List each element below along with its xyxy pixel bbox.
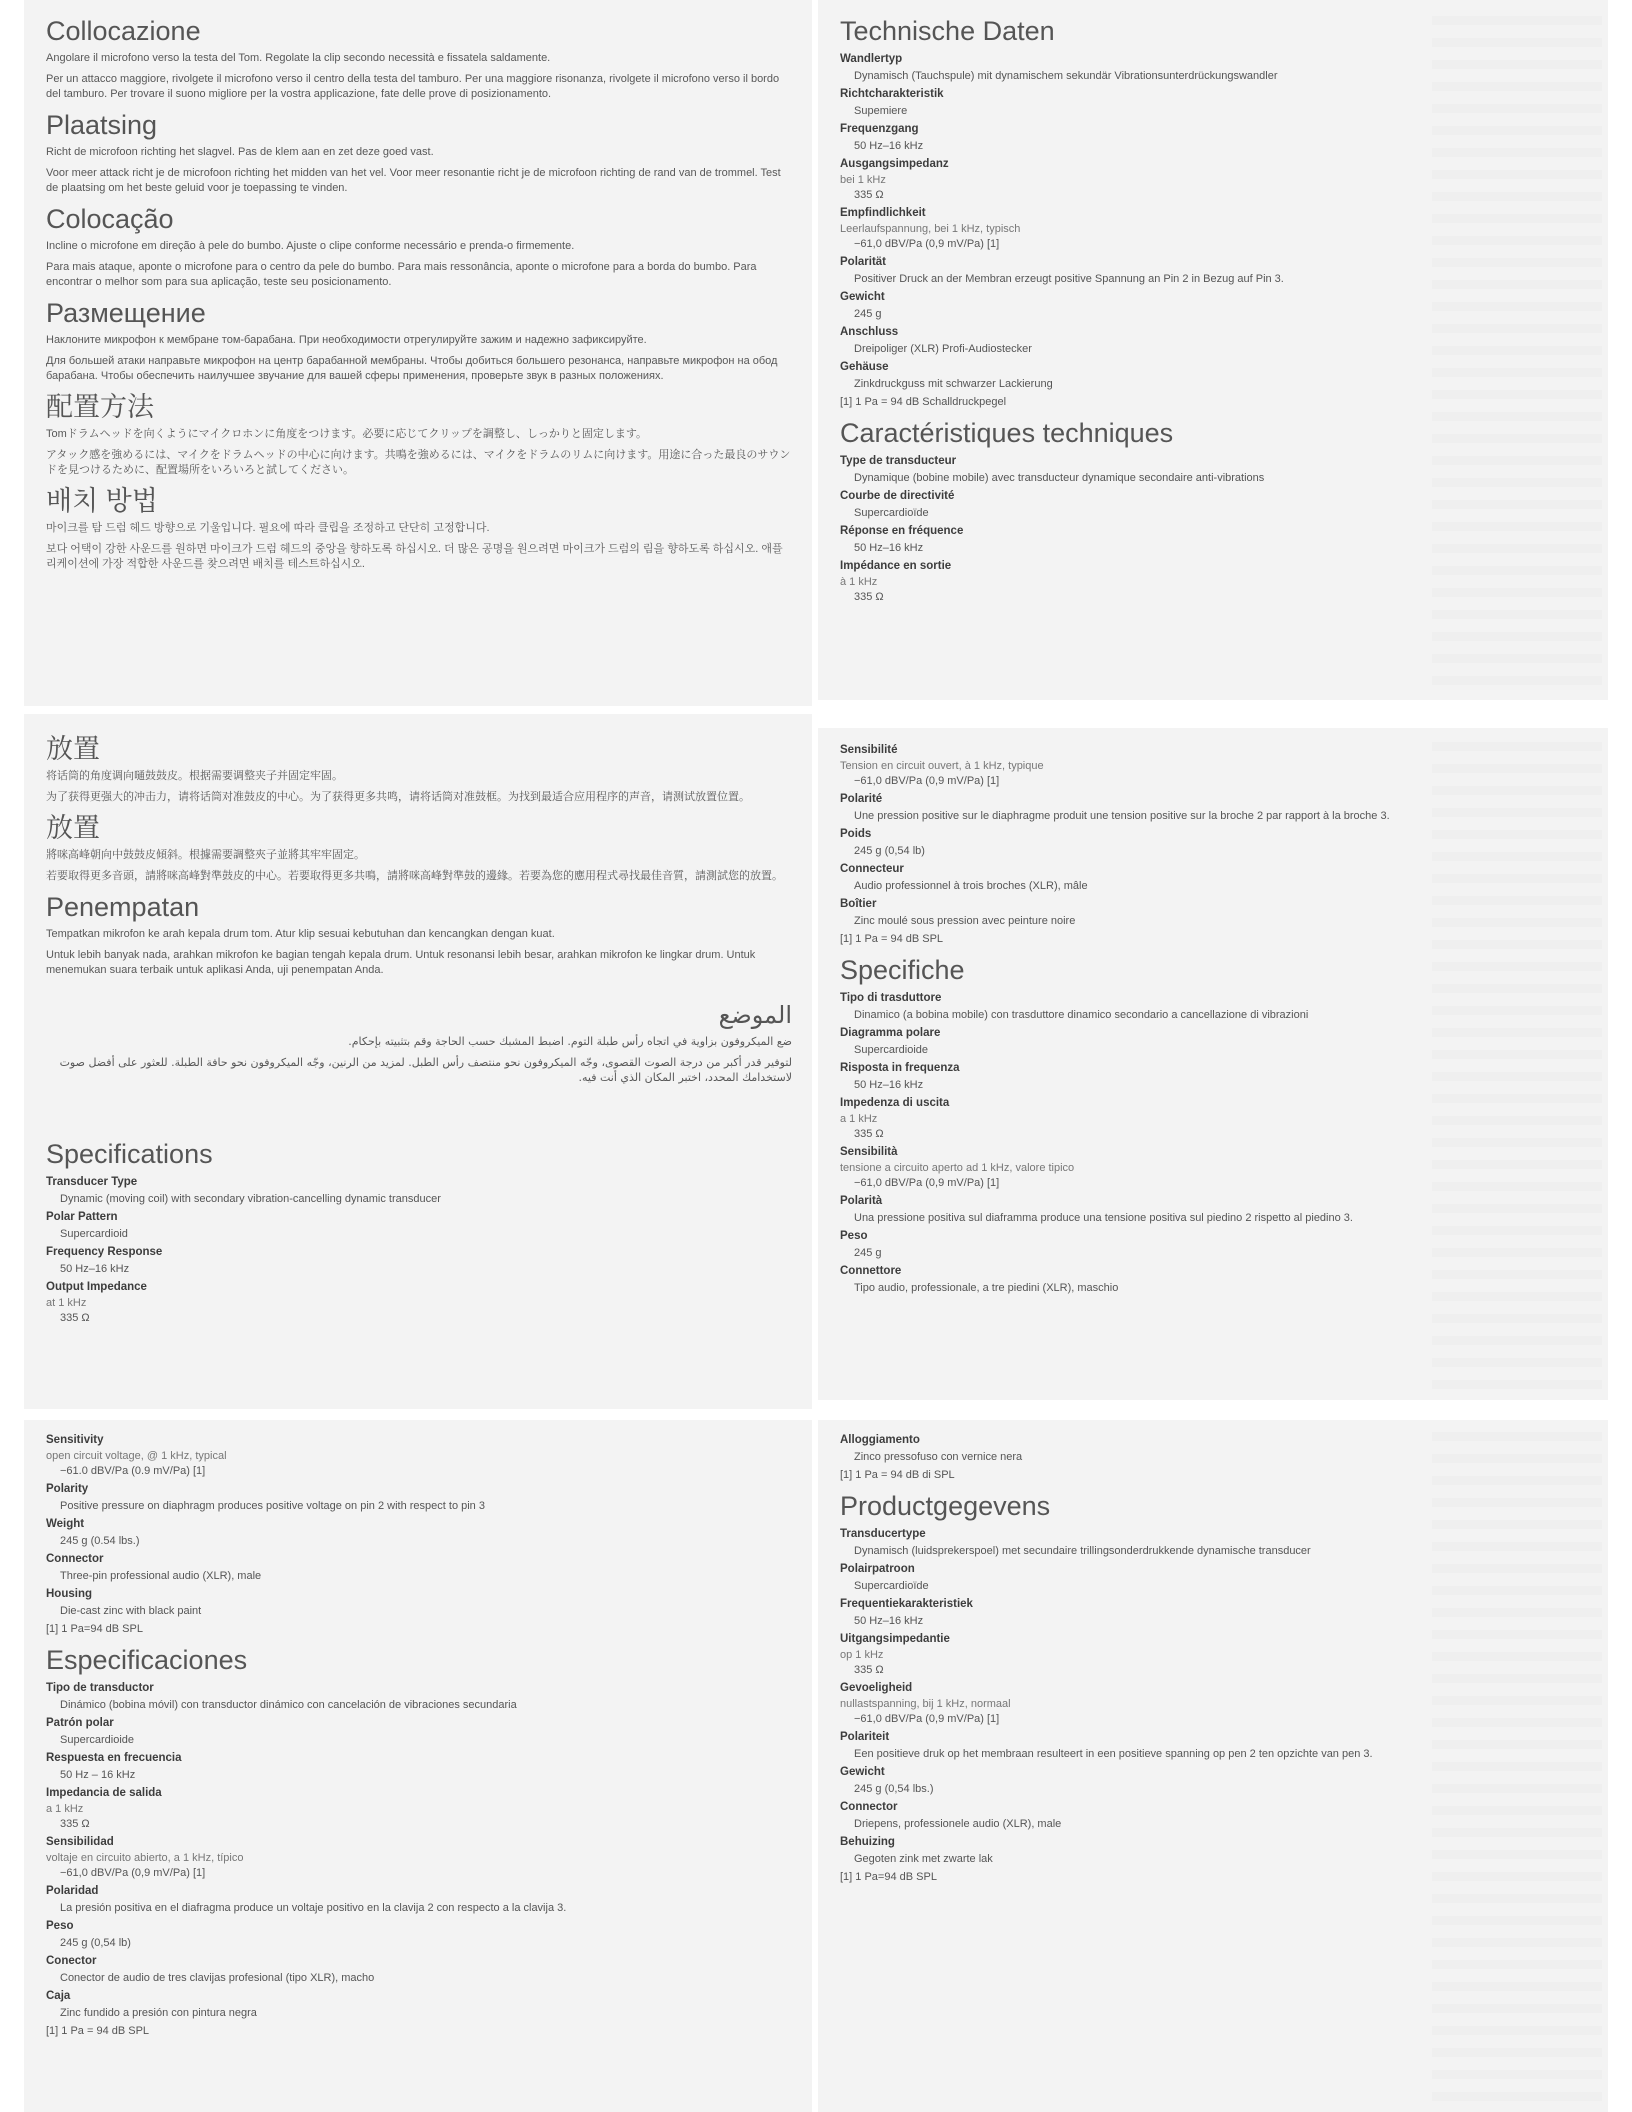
bleed-through [1432,16,1602,696]
spec-label: Anschluss [840,326,899,339]
spec-de-heading: Technische Daten [840,16,1055,46]
spec-label: Tipo de transductor [46,1682,154,1695]
spec-label: Conector [46,1955,97,1968]
spec-value: 335 Ω [854,591,884,604]
spec-label: Impedancia de salida [46,1787,162,1800]
panel-placement-1 [24,0,812,706]
panel-spec-de-fr [818,0,1608,700]
spec-label: Connector [46,1553,104,1565]
spec-label: Polar Pattern [46,1210,118,1223]
spec-value: 50 Hz–16 kHz [854,542,924,555]
section-paragraph: 마이크를 탐 드럼 헤드 방향으로 기울입니다. 필요에 따라 클립을 조정하고 단단히 고정합니다. [46,522,490,535]
spec-value: 335 Ω [854,189,884,202]
spec-label: Output Impedance [46,1280,147,1293]
spec-value: 335 Ω [60,1818,90,1831]
spec-value: 245 g (0,54 lb) [60,1937,131,1950]
section-paragraph: Untuk lebih banyak nada, arahkan mikrofon ke bagian tengah kepala drum. Untuk resonansi lebih besar, arahkan mikrofon ke lingkar drum. Untuk menemukan suara terbaik untuk aplikasi Anda, uji penempatan Anda. [46,949,756,977]
spec-label: Peso [840,1230,868,1243]
spec-label: Housing [46,1588,92,1600]
spec-condition: tensione a circuito aperto ad 1 kHz, valore tipico [840,1162,1075,1175]
spec-value: Zinkdruckguss mit schwarzer Lackierung [854,378,1053,391]
spec-label: Sensibilité [840,744,898,756]
section-paragraph: لتوفير قدر أكبر من درجة الصوت القصوى، وجّه الميكروفون نحو منتصف رأس الطبل. لمزيد من الرنين، وجّه الميكروفون نحو حافة الطبلة. للعثور على أفضل صوت لاستخدامك المحدد، اختبر المكان الذي أنت فيه. [59,1055,792,1084]
spec-value: 245 g [854,1247,882,1260]
section-paragraph: Наклоните микрофон к мембране том-барабана. При необходимости отрегулируйте зажим и надежно зафиксируйте. [46,334,647,347]
spec-value: −61,0 dBV/Pa (0,9 mV/Pa) [1] [854,1713,1000,1726]
section-paragraph: Tempatkan mikrofon ke arah kepala drum tom. Atur klip sesuai kebutuhan dan kencangkan dengan kuat. [46,928,555,941]
spec-label: Peso [46,1920,74,1933]
spec-label: Risposta in frequenza [840,1062,960,1075]
section-heading: Размещение [46,298,206,329]
spec-value: Supemiere [854,105,908,118]
spec-label: Weight [46,1518,85,1530]
spec-label: Polairpatroon [840,1563,915,1576]
spec-label: Polarität [840,256,887,269]
spec-value: Three-pin professional audio (XLR), male [60,1570,262,1582]
spec-value: Une pression positive sur le diaphragme produit une tension positive sur la broche 2 par rapport à la broche 3. [854,810,1390,822]
section-paragraph: アタック感を強めるには、マイクをドラムヘッドの中心に向けます。共鳴を強めるには、マイクをドラムのリムに向けます。用途に合った最良のサウンドを見つけるために、配置場所をいろいろと試してください。 [46,449,791,477]
spec-value: Supercardioïde [854,507,929,520]
spec-de-footnote: [1] 1 Pa = 94 dB Schalldruckpegel [840,396,1007,409]
section-paragraph: Richt de microfoon richting het slagvel. Pas de klem aan en zet deze goed vast. [46,146,434,159]
spec-label: Caja [46,1990,71,2003]
spec-value: −61,0 dBV/Pa (0,9 mV/Pa) [1] [60,1867,206,1880]
spec-value: Supercardioid [60,1227,128,1240]
spec-fr-footnote: [1] 1 Pa = 94 dB SPL [840,933,944,945]
section-paragraph: Incline o microfone em direção à pele do bumbo. Ajuste o clipe conforme necessário e prenda-o firmemente. [46,240,575,253]
spec-label: Empfindlichkeit [840,207,926,220]
spec-value: 50 Hz–16 kHz [60,1262,130,1275]
spec-value: −61.0 dBV/Pa (0.9 mV/Pa) [1] [60,1465,206,1477]
spec-label: Gewicht [840,1766,885,1779]
section-paragraph: 보다 어택이 강한 사운드를 원하면 마이크가 드럼 헤드의 중앙을 향하도록 하십시오. 더 많은 공명을 원으려면 마이크가 드럼의 림을 향하도록 하십시오. 애플리케이션에 가장 적합한 사운드를 찾으려면 배치를 테스트하십시오. [46,543,783,571]
spec-value: 245 g (0,54 lbs.) [854,1783,934,1796]
spec-label: Frequentiekarakteristiek [840,1598,973,1611]
spec-label: Behuizing [840,1836,895,1849]
spec-value: Una pressione positiva sul diaframma produce una tensione positiva sul piedino 2 rispetto al piedino 3. [854,1212,1353,1225]
section-paragraph: Voor meer attack richt je de microfoon richting het midden van het vel. Voor meer resonantie richt je de microfoon richting de rand van de trommel. Test de plaatsing om het beste geluid voor je toepassing te vinden. [46,167,781,195]
spec-condition: Tension en circuit ouvert, à 1 kHz, typique [840,760,1044,772]
spec-it-heading: Specifiche [840,955,965,985]
spec-value: Positive pressure on diaphragm produces positive voltage on pin 2 with respect to pin 3 [60,1500,485,1512]
section-heading: Penempatan [46,892,200,923]
spec-label: Sensibilidad [46,1836,114,1849]
panel-spec-it-nl [818,1420,1608,2112]
spec-label: Impedenza di uscita [840,1097,950,1110]
spec-en-items-2 [46,1432,792,1619]
spec-label: Patrón polar [46,1717,114,1730]
spec-value: 50 Hz–16 kHz [854,1615,924,1628]
spec-label: Polariteit [840,1731,890,1744]
spec-es-items [46,1680,792,2021]
spec-label: Connecteur [840,863,904,875]
panel-placement-2 [24,714,812,1409]
spec-value: 50 Hz – 16 kHz [60,1769,136,1782]
spec-it-footnote: [1] 1 Pa = 94 dB di SPL [840,1469,955,1481]
section-heading: Colocação [46,204,174,235]
section-paragraph: 若要取得更多音頭，請將咪高峰對準鼓皮的中心。若要取得更多共鳴，請將咪高峰對準鼓的邊緣。若要為您的應用程式尋找最佳音質，請測試您的放置。 [46,870,783,883]
placement-list [46,16,792,572]
spec-label: Tipo di trasduttore [840,992,942,1005]
spec-es-heading: Especificaciones [46,1645,248,1675]
spec-value: Dynamisch (luidsprekerspoel) met secundaire trillingsonderdrukkende dynamische transducer [854,1545,1311,1558]
spec-en-heading: Specifications [46,1138,213,1169]
spec-label: Réponse en fréquence [840,525,964,538]
spec-label: Connector [840,1801,898,1814]
spec-label: Uitgangsimpedantie [840,1633,950,1646]
spec-value: Dreipoliger (XLR) Profi-Audiostecker [854,343,1032,356]
spec-value: Supercardioide [854,1044,928,1057]
spec-fr-heading: Caractéristiques techniques [840,418,1174,449]
spec-label: Transducertype [840,1528,926,1541]
spec-condition: bei 1 kHz [840,174,886,187]
spec-condition: op 1 kHz [840,1649,884,1662]
spec-label: Polarité [840,793,883,805]
panel-spec-en-es [24,1420,812,2112]
spec-label: Alloggiamento [840,1434,920,1446]
spec-nl-footnote: [1] 1 Pa=94 dB SPL [840,1871,937,1884]
spec-condition: open circuit voltage, @ 1 kHz, typical [46,1450,227,1462]
spec-condition: nullastspanning, bij 1 kHz, normaal [840,1698,1011,1711]
spec-condition: a 1 kHz [46,1803,84,1816]
spec-value: Driepens, professionele audio (XLR), male [854,1818,1062,1831]
section-paragraph: Per un attacco maggiore, rivolgete il microfono verso il centro della testa del tamburo. Per una maggiore risonanza, rivolgete il microfono verso il bordo del tamburo. Per trovare il suono migliore per la vostra applicazione, fate delle prove di posizionamento. [46,73,780,101]
spec-label: Transducer Type [46,1175,138,1188]
section-paragraph: 將咪高峰朝向中鼓鼓皮傾斜。根據需要調整夾子並將其牢牢固定。 [46,849,365,862]
spec-label: Sensibilità [840,1146,898,1159]
spec-value: Dynamique (bobine mobile) avec transducteur dynamique secondaire anti-vibrations [854,472,1265,485]
spec-label: Courbe de directivité [840,490,955,503]
spec-value: −61,0 dBV/Pa (0,9 mV/Pa) [1] [854,1177,1000,1190]
spec-value: −61,0 dBV/Pa (0,9 mV/Pa) [1] [854,238,1000,251]
spec-label: Connettore [840,1265,902,1278]
section-paragraph: Tomドラムヘッドを向くようにマイクロホンに角度をつけます。必要に応じてクリップを調整し、しっかりと固定します。 [46,428,648,441]
spec-label: Type de transducteur [840,455,957,468]
bleed-through [1432,1432,1602,2112]
section-paragraph: ضع الميكروفون بزاوية في اتجاه رأس طبلة التوم. اضبط المشبك حسب الحاجة وقم بتثبيته بإحكام. [348,1034,792,1048]
spec-label: Frequency Response [46,1245,163,1258]
section-heading: 放置 [46,813,100,844]
spec-value: Zinc moulé sous pression avec peinture noire [854,915,1076,927]
section-heading: 配置方法 [46,392,154,423]
spec-en-footnote: [1] 1 Pa=94 dB SPL [46,1623,143,1635]
spec-condition: Leerlaufspannung, bei 1 kHz, typisch [840,223,1021,236]
spec-label: Diagramma polare [840,1027,941,1040]
spec-value: La presión positiva en el diafragma produce un voltaje positivo en la clavija 2 con respecto a la clavija 3. [60,1902,567,1915]
spec-value: Dynamisch (Tauchspule) mit dynamischem sekundär Vibrationsunterdrückungswandler [854,70,1278,83]
spec-value: Dinámico (bobina móvil) con transductor dinámico con cancelación de vibraciones secundaria [60,1699,517,1712]
section-heading: Plaatsing [46,110,158,141]
spec-label: Polarity [46,1483,89,1495]
section-heading: 배치 방법 [46,486,158,517]
spec-value: 335 Ω [60,1311,90,1324]
spec-value: Een positieve druk op het membraan resulteert in een positieve spanning op pen 2 ten opzichte van pen 3. [854,1748,1373,1761]
panel-spec-fr-it [818,728,1608,1400]
spec-label: Ausgangsimpedanz [840,158,949,171]
spec-value: Zinco pressofuso con vernice nera [854,1451,1023,1463]
section-heading: الموضع [718,1001,792,1030]
spec-label: Richtcharakteristik [840,88,944,101]
spec-value: 335 Ω [854,1128,884,1141]
placement2-list [46,734,792,1085]
spec-value: 50 Hz–16 kHz [854,1079,924,1092]
spec-value: Supercardioïde [854,1580,929,1593]
spec-label: Boîtier [840,898,877,910]
spec-label: Polarità [840,1195,883,1208]
spec-label: Respuesta en frecuencia [46,1752,182,1765]
spec-value: Supercardioide [60,1734,134,1747]
spec-value: Die-cast zinc with black paint [60,1605,202,1617]
spec-value: Gegoten zink met zwarte lak [854,1853,993,1866]
spec-value: 245 g (0,54 lb) [854,845,925,857]
spec-condition: à 1 kHz [840,576,878,589]
spec-label: Sensitivity [46,1434,104,1446]
spec-condition: at 1 kHz [46,1296,87,1309]
section-paragraph: Angolare il microfono verso la testa del Tom. Regolate la clip secondo necessità e fissatela saldamente. [46,52,551,65]
spec-value: Dynamic (moving coil) with secondary vibration-cancelling dynamic transducer [60,1192,441,1205]
spec-label: Gewicht [840,291,885,304]
spec-condition: a 1 kHz [840,1113,878,1126]
section-paragraph: 将话筒的角度调向嗵鼓鼓皮。根据需要调整夹子并固定牢固。 [46,770,343,783]
spec-value: Zinc fundido a presión con pintura negra [60,2007,257,2020]
spec-label: Impédance en sortie [840,560,952,573]
spec-label: Wandlertyp [840,53,903,66]
spec-value: −61,0 dBV/Pa (0,9 mV/Pa) [1] [854,775,1000,787]
spec-value: 245 g [854,308,882,321]
spec-en-section [46,1139,792,1326]
spec-value: Audio professionnel à trois broches (XLR), mâle [854,880,1088,892]
section-paragraph: 为了获得更强大的冲击力，请将话筒对准鼓皮的中心。为了获得更多共鸣，请将话筒对准鼓框。为找到最适合应用程序的声音，请测试放置位置。 [46,791,750,804]
spec-condition: voltaje en circuito abierto, a 1 kHz, típico [46,1852,244,1865]
section-heading: Collocazione [46,16,201,46]
spec-es-footnote: [1] 1 Pa = 94 dB SPL [46,2025,150,2038]
spec-nl-heading: Productgegevens [840,1491,1051,1521]
spec-label: Polaridad [46,1885,99,1898]
spec-value: 50 Hz–16 kHz [854,140,924,153]
spec-en-items [46,1174,792,1326]
spec-value: Conector de audio de tres clavijas profesional (tipo XLR), macho [60,1972,375,1985]
spec-label: Gehäuse [840,361,889,374]
spec-value: Dinamico (a bobina mobile) con trasduttore dinamico secondario a cancellazione di vibrazioni [854,1009,1309,1022]
spec-value: Positiver Druck an der Membran erzeugt positive Spannung an Pin 2 in Bezug auf Pin 3. [854,273,1284,286]
spec-value: 335 Ω [854,1664,884,1677]
section-heading: 放置 [46,734,100,764]
spec-label: Gevoeligheid [840,1682,913,1695]
section-paragraph: Для большей атаки направьте микрофон на центр барабанной мембраны. Чтобы добиться большего резонанса, направьте микрофон на обод барабана. Чтобы обеспечить наилучшее звучание для вашей сферы применения, проверьте звук в разных положениях. [46,355,778,383]
section-paragraph: Para mais ataque, aponte o microfone para o centro da pele do bumbo. Para mais ressonância, aponte o microfone para a borda do bumbo. Para encontrar o melhor som para sua aplicação, teste seu posicionamento. [46,261,757,289]
spec-label: Poids [840,828,872,840]
spec-label: Frequenzgang [840,123,919,136]
spec-value: Tipo audio, professionale, a tre piedini (XLR), maschio [854,1282,1119,1295]
spec-value: 245 g (0.54 lbs.) [60,1535,140,1547]
bleed-through [1432,742,1602,1400]
